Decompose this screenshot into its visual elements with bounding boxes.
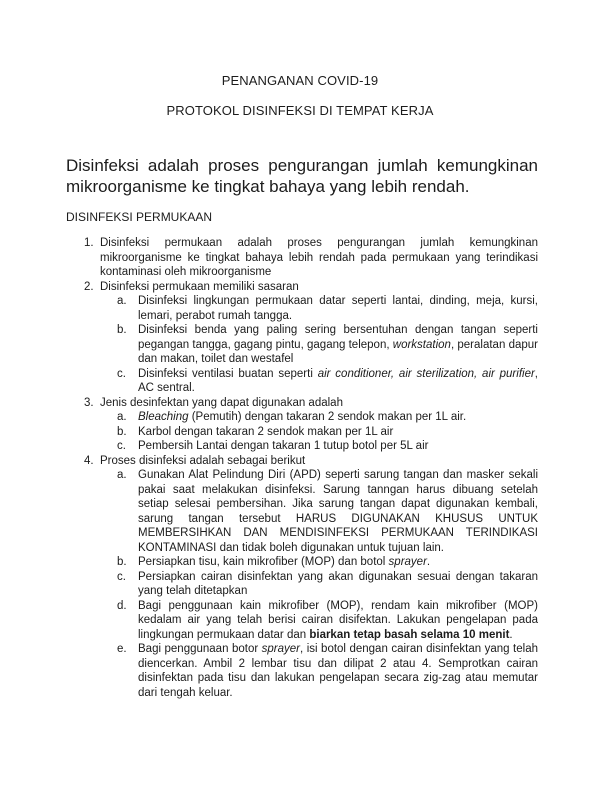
sub-text: Persiapkan tisu, kain mikrofiber (MOP) dan botol: [138, 556, 389, 568]
sub-text: .: [426, 556, 431, 568]
sub-text: Disinfeksi lingkungan permukaan datar seperti lantai, dinding, meja, kursi, lemari, perabot rumah tangga.: [138, 295, 538, 322]
sub-text: Karbol dengan takaran 2 sendok makan per 1L air: [138, 425, 394, 438]
item-text: Disinfeksi permukaan adalah proses pengurangan jumlah kemungkinan mikroorganisme ke tingkat bahaya lebih rendah pada permukaan yang terindikasi kontaminasi oleh mikroorganisme: [100, 237, 538, 278]
sub-list-item: [117, 410, 538, 425]
sub-letter: a.: [117, 469, 127, 481]
sub-letter: c.: [117, 367, 126, 380]
protocol-list: [84, 236, 538, 700]
sub-text: Disinfeksi benda yang paling sering bersentuhan dengan tangan seperti pegangan tangga, gagang pintu, gagang telepon,: [138, 324, 538, 351]
sub-letter: c.: [117, 440, 126, 452]
item-text: Jenis desinfektan yang dapat digunakan adalah: [100, 396, 343, 409]
sub-text: , AC sentral.: [138, 367, 538, 394]
sub-letter: b.: [117, 556, 127, 568]
sub-text-bold: biarkan tetap basah selama 10 menit: [309, 628, 510, 641]
sub-letter: a.: [117, 411, 127, 423]
sub-letter: a.: [117, 295, 127, 307]
list-item: [84, 280, 538, 396]
sub-list-item: [117, 425, 538, 440]
sub-list-item: [117, 555, 538, 570]
sub-list-item: [117, 367, 538, 396]
sub-letter: c.: [117, 570, 126, 583]
sub-text: .: [509, 628, 513, 641]
sub-text-italic: Bleaching: [138, 411, 189, 423]
intro-paragraph: Disinfeksi adalah proses pengurangan jumlah kemungkinan mikroorganisme ke tingkat bahaya yang lebih rendah.: [66, 156, 538, 196]
list-item: [84, 396, 538, 454]
sub-text-italic: air conditioner, air sterilization, air purifier: [317, 367, 535, 380]
sub-text-italic: sprayer: [388, 556, 427, 568]
sub-text-italic: sprayer: [261, 643, 301, 655]
sub-text: Bagi penggunaan kain mikrofiber (MOP), rendam kain mikrofiber (MOP) kedalam air yang telah berisi cairan disifektan. Lakukan pengelapan pada lingkungan permukaan datar dan: [138, 599, 538, 641]
sub-list-item: [117, 642, 538, 700]
sub-list-item: [117, 439, 538, 454]
sub-letter: e.: [117, 643, 127, 655]
sub-text: Bagi penggunaan botor: [138, 643, 262, 655]
sub-text: (Pemutih) dengan takaran 2 sendok makan per 1L air.: [188, 411, 467, 423]
item-text: Disinfeksi permukaan memiliki sasaran: [100, 280, 299, 293]
sub-text-italic: workstation: [392, 338, 451, 351]
sub-text: , isi botol dengan cairan disinfektan yang telah diencerkan. Ambil 2 lembar tisu dan dilipat 2 atau 4. Semprotkan cairan disinfektan pada tisu dan lakukan pengelapan secara zig-zag atau memutar dari tengah keluar.: [138, 643, 538, 699]
item-number: 4.: [84, 454, 94, 467]
sub-letter: b.: [117, 324, 127, 336]
sub-text: , peralatan dapur dan makan, toilet dan westafel: [138, 338, 538, 365]
sub-list-item: [117, 570, 538, 599]
item-number: 3.: [84, 396, 94, 409]
list-item: [84, 236, 538, 280]
sub-letter: b.: [117, 425, 127, 438]
sub-text: Disinfeksi ventilasi buatan seperti: [138, 367, 318, 380]
sub-list-item: [117, 294, 538, 323]
sub-text: Pembersih Lantai dengan takaran 1 tutup botol per 5L air: [138, 440, 429, 452]
sub-list-item: [117, 599, 538, 643]
item-number: 2.: [84, 280, 94, 293]
sub-letter: d.: [117, 599, 127, 612]
item-number: 1.: [84, 237, 94, 249]
sub-text: Persiapkan cairan disinfektan yang akan digunakan sesuai dengan takaran yang telah ditetapkan: [138, 570, 538, 597]
item-text: Proses disinfeksi adalah sebagai berikut: [100, 454, 306, 467]
doc-subtitle: PROTOKOL DISINFEKSI DI TEMPAT KERJA: [166, 103, 434, 118]
sub-text: Gunakan Alat Pelindung Diri (APD) seperti sarung tangan dan masker sekali pakai saat melakukan disinfeksi. Sarung tanngan harus dibuang setelah setiap selesai pembersihan. Jika sarung tangan dapat digunakan kembali, sarung tangan tersebut HARUS DIGUNAKAN KHUSUS UNTUK MEMBERSIHKAN DAN MENDISINFEKSI PERMUKAAN TERINDIKASI KONTAMINASI dan tidak boleh digunakan untuk tujuan lain.: [138, 469, 538, 554]
section-heading: DISINFEKSI PERMUKAAN: [66, 210, 213, 224]
doc-title: PENANGANAN COVID-19: [221, 73, 379, 88]
sub-list-item: [117, 323, 538, 367]
list-item: [84, 454, 538, 701]
sub-list-item: [117, 468, 538, 555]
